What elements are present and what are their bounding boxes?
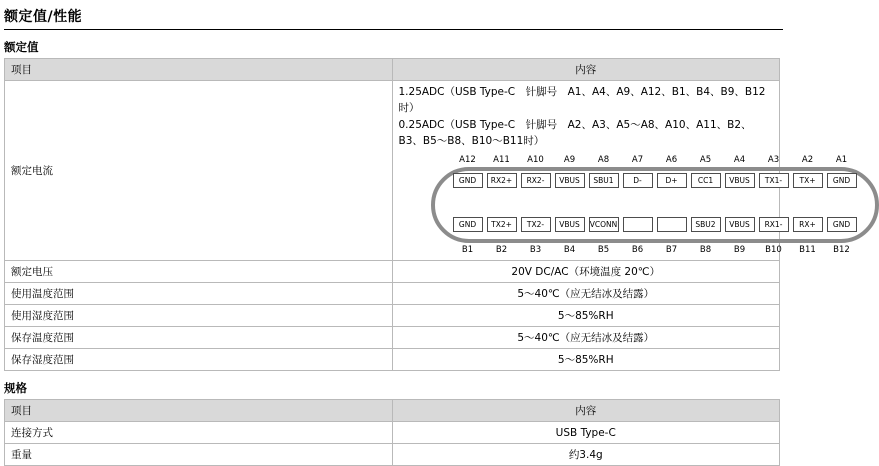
current-spec-lines (399, 84, 774, 149)
table-row-rated-current (5, 81, 780, 261)
pin-label-a12: A12 (459, 155, 476, 166)
ratings-table (4, 58, 851, 371)
pin-label-b9: B9 (733, 245, 746, 256)
pin-box-a10: RX2- (521, 173, 551, 188)
pin-box-a9: VBUS (555, 173, 585, 188)
pin-box-b3: TX2- (521, 217, 551, 232)
pin-labels-row-b (453, 245, 857, 255)
row-label-rated-voltage: 额定电压 (5, 261, 393, 283)
page-title: 额定值/性能 (4, 9, 83, 25)
pin-label-b3: B3 (529, 245, 542, 256)
section-heading-ratings: 额定值 (4, 40, 39, 54)
pin-label-a2: A2 (801, 155, 814, 166)
pin-label-a5: A5 (699, 155, 712, 166)
pin-label-a11: A11 (493, 155, 510, 166)
row-value-operating-humidity: 5～85%RH (392, 305, 780, 327)
table-row (5, 349, 780, 371)
title-divider (4, 29, 783, 30)
pin-label-a10: A10 (527, 155, 544, 166)
section-heading-specs: 规格 (4, 381, 27, 396)
pin-box-a4: VBUS (725, 173, 755, 188)
table-row (5, 283, 780, 305)
row-label-operating-humidity: 使用湿度范围 (5, 305, 393, 327)
row-value-storage-humidity: 5～85%RH (392, 349, 780, 371)
pin-box-a8: SBU1 (589, 173, 619, 188)
row-label-storage-humidity: 保存湿度范围 (5, 349, 393, 371)
pin-label-b10: B10 (765, 245, 782, 256)
pin-box-a7: D- (623, 173, 653, 188)
pin-boxes-row-a (453, 173, 857, 188)
pin-box-a3: TX1- (759, 173, 789, 188)
pin-box-b6 (623, 217, 653, 232)
usb-typec-pinout-diagram (399, 151, 851, 257)
pin-box-b4: VBUS (555, 217, 585, 232)
table-header-row (5, 59, 780, 81)
row-label-weight: 重量 (5, 444, 393, 466)
table-row (5, 444, 780, 466)
pin-box-b11: RX+ (793, 217, 823, 232)
row-label-rated-current: 额定电流 (5, 81, 393, 261)
document-page (0, 6, 851, 462)
column-header-content-2: 内容 (392, 400, 780, 422)
pin-label-b4: B4 (563, 245, 576, 256)
pin-label-a9: A9 (563, 155, 576, 166)
table-row (5, 422, 780, 444)
current-spec-line-1: 1.25ADC（USB Type-C 针脚号 A1、A4、A9、A12、B1、B4、B9、B12时） (398, 86, 766, 115)
row-label-connection-type: 连接方式 (5, 422, 393, 444)
pin-box-a2: TX+ (793, 173, 823, 188)
pin-label-b8: B8 (699, 245, 712, 256)
table-row (5, 327, 780, 349)
pin-box-a5: CC1 (691, 173, 721, 188)
pin-label-b6: B6 (631, 245, 644, 256)
row-value-connection-type: USB Type-C (392, 422, 780, 444)
pin-boxes-row-b (453, 217, 857, 232)
pin-label-b5: B5 (597, 245, 610, 256)
pin-label-b11: B11 (799, 245, 816, 256)
table-row (5, 261, 780, 283)
pin-box-a11: RX2+ (487, 173, 517, 188)
pin-label-a3: A3 (767, 155, 780, 166)
pin-label-a4: A4 (733, 155, 746, 166)
pin-box-a6: D+ (657, 173, 687, 188)
pin-label-a8: A8 (597, 155, 610, 166)
table-row (5, 305, 780, 327)
pin-box-b12: GND (827, 217, 857, 232)
specs-table (4, 399, 780, 466)
pin-label-b12: B12 (833, 245, 850, 256)
current-spec-line-2: 0.25ADC（USB Type-C 针脚号 A2、A3、A5～A8、A10、A11、B2、B3、B5～B8、B10～B11时） (398, 118, 752, 147)
row-value-operating-temp: 5～40℃（应无结冰及结露） (392, 283, 780, 305)
pin-label-b7: B7 (665, 245, 678, 256)
row-label-operating-temp: 使用温度范围 (5, 283, 393, 305)
column-header-content: 内容 (392, 59, 780, 81)
rated-current-content (392, 81, 851, 261)
pin-box-b7 (657, 217, 687, 232)
column-header-item: 项目 (5, 59, 393, 81)
table-header-row (5, 400, 780, 422)
pin-label-a7: A7 (631, 155, 644, 166)
pin-label-b1: B1 (461, 245, 474, 256)
pin-box-b8: SBU2 (691, 217, 721, 232)
pin-box-b10: RX1- (759, 217, 789, 232)
pin-labels-row-a (453, 155, 857, 165)
pin-box-b1: GND (453, 217, 483, 232)
pin-box-b5: VCONN (589, 217, 619, 232)
pin-box-a12: GND (453, 173, 483, 188)
pin-box-a1: GND (827, 173, 857, 188)
column-header-item-2: 项目 (5, 400, 393, 422)
pin-label-a1: A1 (835, 155, 848, 166)
pin-box-b9: VBUS (725, 217, 755, 232)
row-label-storage-temp: 保存温度范围 (5, 327, 393, 349)
pin-label-b2: B2 (495, 245, 508, 256)
row-value-weight: 约3.4g (392, 444, 780, 466)
pin-box-b2: TX2+ (487, 217, 517, 232)
row-value-storage-temp: 5～40℃（应无结冰及结露） (392, 327, 780, 349)
pin-label-a6: A6 (665, 155, 678, 166)
row-value-rated-voltage: 20V DC/AC（环境温度 20℃） (392, 261, 780, 283)
